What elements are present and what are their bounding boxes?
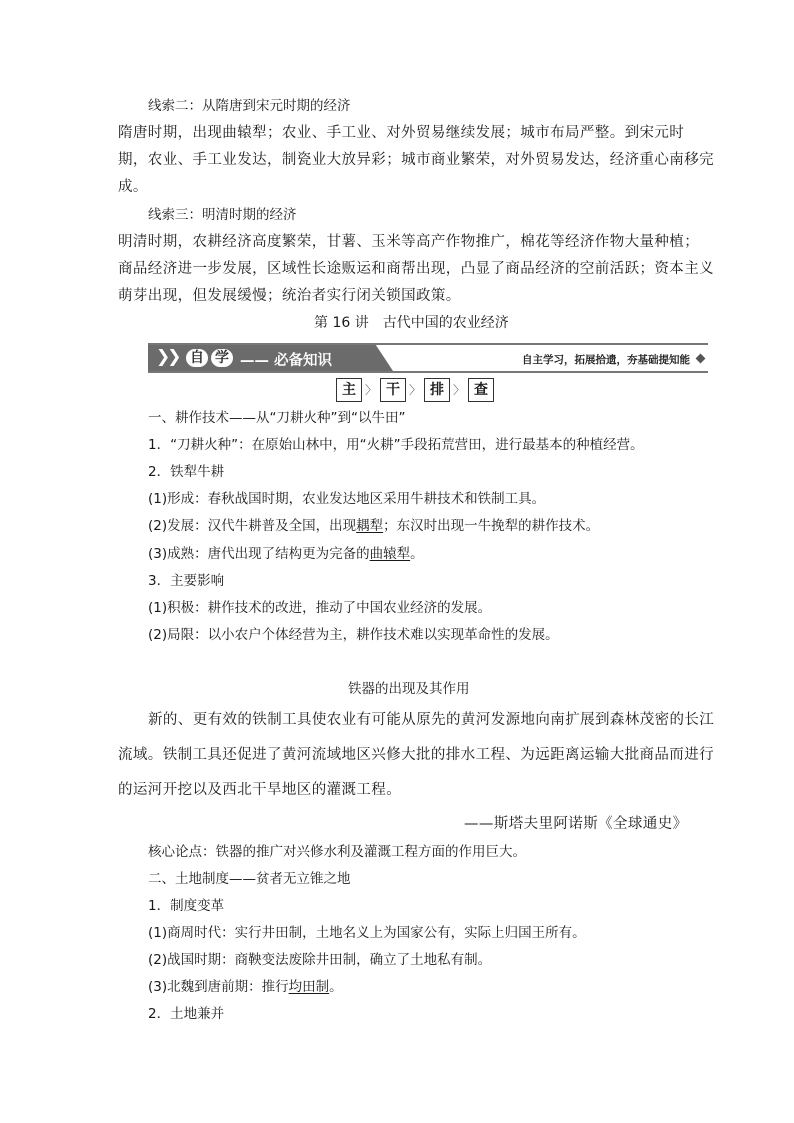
text-run: (2)发展：汉代牛耕普及全国，出现 bbox=[148, 518, 357, 534]
diamond-icon bbox=[696, 354, 706, 364]
section2-subitem bbox=[148, 978, 343, 996]
chevron-icon: 〉 bbox=[453, 383, 466, 397]
banner-char-pill: 自 bbox=[186, 349, 208, 367]
clue3-paragraph-line: 萌芽出现，但发展缓慢；统治者实行闭关锁国政策。 bbox=[118, 288, 461, 304]
section2-item: 2．土地兼并 bbox=[148, 1006, 225, 1022]
boxed-char: 查 bbox=[468, 378, 494, 402]
banner-char-pill: 学 bbox=[211, 349, 233, 367]
lecture-title: 第 16 讲 古代中国的农业经济 bbox=[314, 315, 509, 331]
text-run: (3)北魏到唐前期：推行 bbox=[148, 979, 289, 995]
banner-title: —— 必备知识 bbox=[240, 353, 333, 369]
material-title: 铁器的出现及其作用 bbox=[348, 681, 470, 697]
chevron-icon: 〉 bbox=[409, 383, 422, 397]
material-source: ——斯塔夫里阿诺斯《全球通史》 bbox=[464, 816, 688, 832]
section1-title: 一、耕作技术——从“刀耕火种”到“以牛田” bbox=[148, 410, 406, 426]
boxed-char: 主 bbox=[336, 378, 362, 402]
material-line: 流域。铁制工具还促进了黄河流域地区兴修大批的排水工程、为远距离运输大批商品而进行 bbox=[118, 747, 714, 763]
text-run: 。 bbox=[329, 979, 343, 995]
material-line: 的运河开挖以及西北干旱地区的灌溉工程。 bbox=[118, 782, 402, 798]
boxed-char: 排 bbox=[424, 378, 450, 402]
underlined-term: 均田制 bbox=[288, 979, 330, 995]
section2-subitem: (2)战国时期：商鞅变法废除井田制，确立了土地私有制。 bbox=[148, 952, 492, 968]
banner-subtitle: 自主学习，拓展拾遗，夯基础提知能 bbox=[522, 354, 690, 366]
section2-title: 二、土地制度——贫者无立锥之地 bbox=[148, 871, 351, 887]
section2-subitem: (1)商周时代：实行井田制，土地名义上为国家公有，实际上归国王所有。 bbox=[148, 925, 586, 941]
section1-subitem: (1)形成：春秋战国时期，农业发达地区采用牛耕技术和铁制工具。 bbox=[148, 491, 546, 507]
clue3-paragraph-line: 商品经济进一步发展，区域性长途贩运和商帮出现，凸显了商品经济的空前活跃；资本主义 bbox=[118, 261, 714, 277]
clue2-paragraph-line: 成。 bbox=[118, 179, 148, 195]
clue2-paragraph-line: 期，农业、手工业发达，制瓷业大放异彩；城市商业繁荣，对外贸易发达，经济重心南移完 bbox=[118, 152, 714, 168]
clue3-title: 线索三：明清时期的经济 bbox=[148, 207, 297, 223]
text-run: ；东汉时出现一牛挽犁的耕作技术。 bbox=[383, 518, 600, 534]
section1-subitem: (1)积极：耕作技术的改进，推动了中国农业经济的发展。 bbox=[148, 600, 492, 616]
banner-rule bbox=[148, 371, 708, 373]
section2-item: 1．制度变革 bbox=[148, 898, 225, 914]
section1-item: 1．“刀耕火种”：在原始山林中，用“火耕”手段拓荒营田，进行最基本的种植经营。 bbox=[148, 437, 644, 453]
core-argument: 核心论点：铁器的推广对兴修水利及灌溉工程方面的作用巨大。 bbox=[148, 844, 526, 860]
underlined-term: 曲辕犁 bbox=[369, 546, 411, 562]
material-line: 新的、更有效的铁制工具使农业有可能从原先的黄河发源地向南扩展到森林茂密的长江 bbox=[148, 712, 715, 728]
clue2-title: 线索二：从隋唐到宋元时期的经济 bbox=[148, 98, 351, 114]
underlined-term: 耦犁 bbox=[356, 518, 384, 534]
section1-item: 3．主要影响 bbox=[148, 573, 225, 589]
clue2-paragraph-line: 隋唐时期，出现曲辕犁；农业、手工业、对外贸易继续发展；城市布局严整。到宋元时 bbox=[118, 125, 685, 141]
boxed-char: 干 bbox=[380, 378, 406, 402]
text-run: 。 bbox=[410, 546, 424, 562]
section1-item: 2．铁犁牛耕 bbox=[148, 464, 225, 480]
section1-subitem bbox=[148, 517, 599, 535]
text-run: (3)成熟：唐代出现了结构更为完备的 bbox=[148, 546, 370, 562]
section1-subitem: (2)局限：以小农户个体经营为主，耕作技术难以实现革命性的发展。 bbox=[148, 627, 559, 643]
clue3-paragraph-line: 明清时期，农耕经济高度繁荣，甘薯、玉米等高产作物推广，棉花等经济作物大量种植； bbox=[118, 234, 700, 250]
section1-subitem bbox=[148, 545, 424, 563]
banner-rule bbox=[148, 343, 708, 345]
section-banner bbox=[148, 343, 708, 373]
chevron-icon: 〉 bbox=[365, 383, 378, 397]
boxed-heading bbox=[336, 378, 497, 402]
chevron-right-icon: ❯❯ bbox=[156, 347, 179, 367]
